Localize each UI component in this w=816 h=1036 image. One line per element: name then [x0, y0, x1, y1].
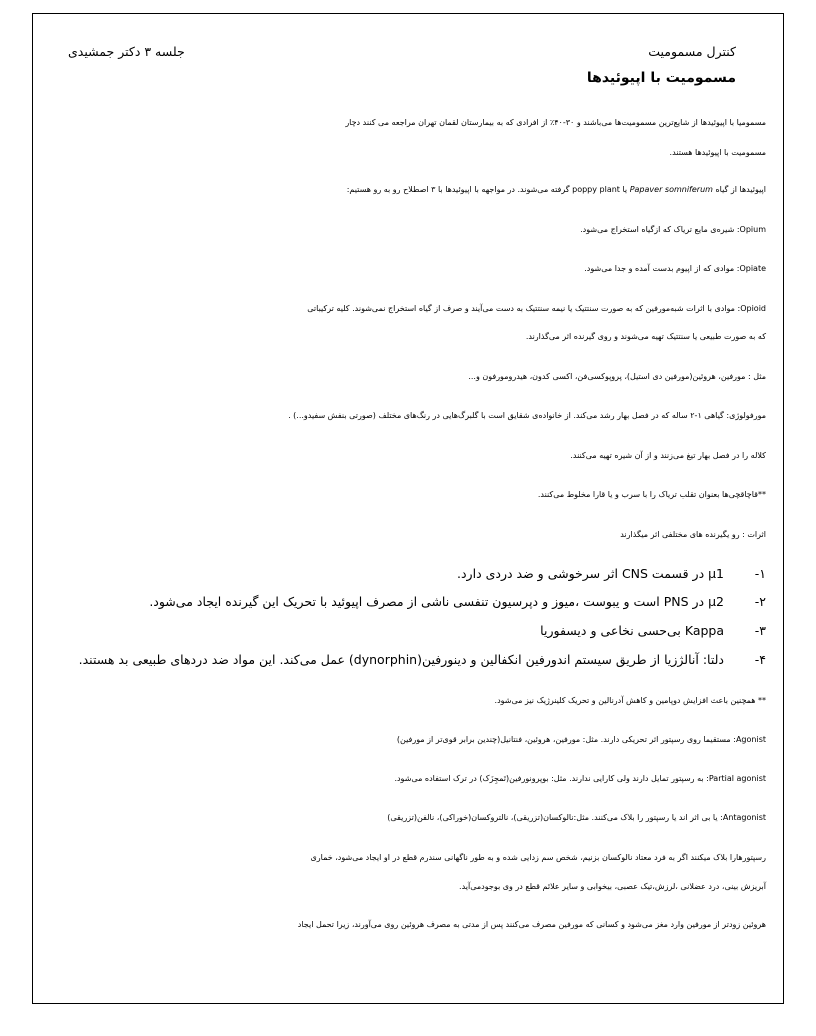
examples-line: مثل : مورفین، هروئین(مورفین دی استیل)، پروپوکسی‌فن، اکسی کدون، هیدرومورفون و...	[468, 372, 766, 381]
opioid-definition-line-1: Opioid: موادی با اثرات شبه‌مورفین که به صورت سنتتیک یا نیمه سنتتیک به دست می‌آیند و صرف از گیاه استخراج نمی‌شوند. کلیه ترکیباتی	[307, 304, 766, 313]
list-text: μ1 در قسمت CNS اثر سرخوشی و ضد دردی دارد.	[457, 566, 725, 581]
source-latin-name: Papaver somniferum	[629, 185, 713, 194]
partial-agonist-definition: Partial agonist: به رسپتور تمایل دارند ولی کارایی ندارند. مثل: بوپرونورفین(تَمجِزَک) در ترک استفاده می‌شود.	[394, 774, 766, 783]
header-session-info: جلسه ۳ دکتر جمشیدی	[68, 44, 185, 59]
opioid-definition-line-2: که به صورت طبیعی یا سنتتیک تهیه می‌شوند و روی گیرنده اثر می‌گذارند.	[525, 332, 766, 341]
agonist-definition: Agonist: مستقیما روی رسپتور اثر تحریکی دارند. مثل: مورفین، هروئین، فنتانیل(چندین برابر قوی‌تر از مورفین)	[396, 735, 766, 744]
source-text-a: اپیوئیدها از گیاه	[715, 185, 766, 194]
effects-list-item	[79, 652, 766, 667]
receptors-line-2: آبریزش بینی، درد عضلانی ،لرزش،تیک عصبی، بیخوابی و سایر علائم قطع در وی بوجودمی‌آید.	[459, 882, 766, 891]
list-number: ۲-	[754, 594, 766, 609]
list-text: Kappa بی‌حسی نخاعی و دیسفوریا	[540, 623, 725, 638]
smugglers-note: **قاچاقچی‌ها بعنوان تقلب تریاک را با سرب و یا قارا مخلوط می‌کنند.	[537, 490, 766, 499]
opium-definition: Opium: شیره‌ی مایع تریاک که ازگیاه استخراج می‌شود.	[580, 225, 766, 234]
heroin-line: هروئین زودتر از مورفین وارد مغز می‌شود و کسانی که مورفین مصرف می‌کنند پس از مدتی به مصرف هروئین روی می‌آورند، زیرا تحمل ایجاد	[297, 920, 766, 929]
opiate-definition: Opiate: موادی که از اپیوم بدست آمده و جدا می‌شود.	[584, 264, 766, 273]
header-course-title: کنترل مسمومیت	[648, 44, 736, 59]
list-text: دلتا: آنالژزیا از طریق سیستم اندورفین انکفالین و دینورفین(dynorphin) عمل می‌کند. این مواد ضد دردهای طبیعی بد هستند.	[78, 652, 725, 667]
list-number: ۴-	[754, 652, 766, 667]
harvest-line: کلاله را در فصل بهار تیغ می‌زنند و از آن شیره تهیه می‌کنند.	[570, 451, 766, 460]
list-number: ۳-	[754, 623, 766, 638]
list-number: ۱-	[754, 566, 766, 581]
page-title: مسمومیت با اپیوئیدها	[586, 70, 736, 86]
dopamine-note: ** همچنین باعث افزایش دوپامین و کاهش آدرنالین و تحریک کلینرژیک نیز می‌شود.	[494, 696, 766, 705]
effects-title: اثرات : رو یگیرنده های مختلفی اثر میگذارند	[620, 530, 766, 539]
source-paragraph	[64, 177, 766, 203]
morphology-line: مورفولوژی: گیاهی ۱-۲ ساله که در فصل بهار رشد می‌کند. از خانواده‌ی شقایق است با گلبرگ‌هایی در رنگ‌های مختلف (صورتی بنفش سفیدو...) .	[288, 411, 766, 420]
intro-line-1: مسمومیا با اپیوئیدها از شایع‌ترین مسمومیت‌ها می‌باشند و ۳۰-۴۰٪ از افرادی که به بیمارستان لقمان تهران مراجعه می کنند دچار	[345, 118, 766, 127]
list-text: μ2 در PNS است و یبوست ،میوز و دپرسیون تنفسی ناشی از مصرف اپیوئید با تحریک این گیرنده ایجاد می‌شود.	[149, 594, 725, 609]
antagonist-definition: Antagonist: یا بی اثر اند یا رسپتور را بلاک می‌کنند. مثل:نالوکسان(تزریقی)، نالتروکسان(خوراکی)، نالفن(تزریقی)	[387, 813, 766, 822]
effects-list-item	[457, 566, 766, 581]
effects-list-item	[540, 623, 766, 638]
receptors-line-1: رسپتورهارا بلاک میکنند اگر به فرد معتاد نالوکسان بزنیم، شخص سم زدایی شده و به طور ناگهانی سندرم قطع در او ایجاد می‌شود، خماری	[310, 853, 766, 862]
source-text-b: یا poppy plant گرفته می‌شوند. در مواجهه با اپیوئیدها با ۳ اصطلاح رو به رو هستیم:	[346, 185, 628, 194]
intro-line-2: مسمومیت با اپیوئیدها هستند.	[669, 148, 766, 157]
effects-list-item	[149, 594, 766, 609]
